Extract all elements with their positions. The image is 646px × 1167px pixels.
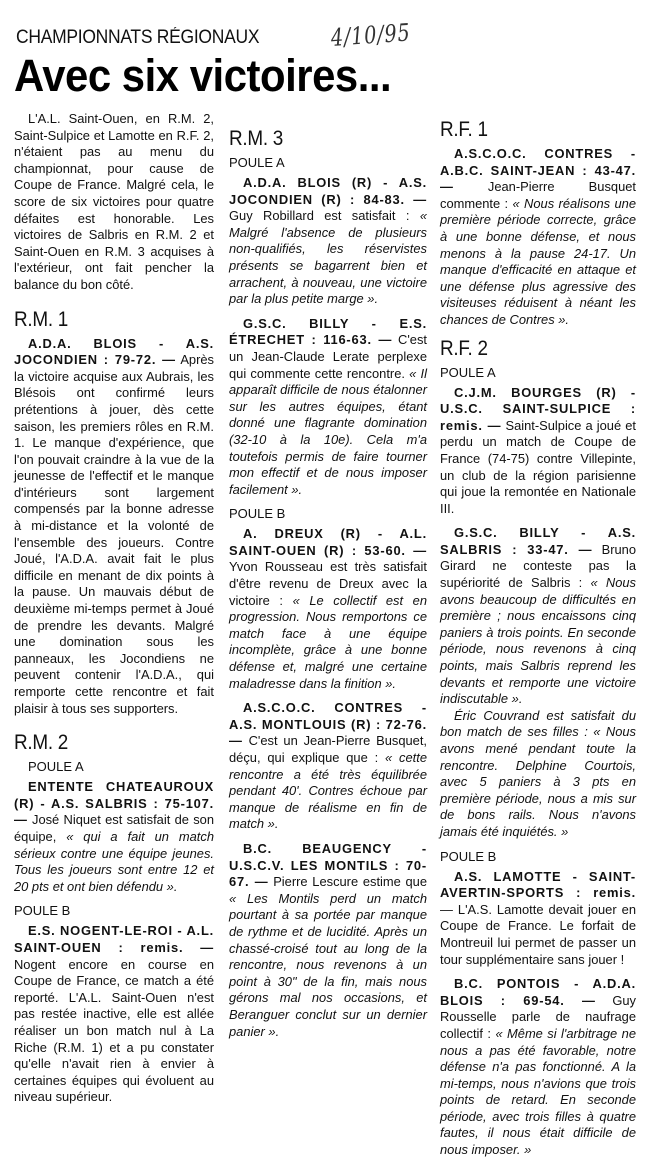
match-quote: « Les Montils perd un match pourtant à sa portée par manque de rythme et de lucidité. Après un chassé-croisé tout au long de la rencontre, nous revenons à un point à 30" de la fin, mais nous gérons mal nos occasions, et Beranguer conclut sur un dernier panier ». (229, 890, 427, 1039)
match-teams-score: C.J.M. BOURGES (R) - U.S.C. SAINT-SULPICE : remis. — (440, 384, 636, 433)
match-text: José Niquet est satisfait de son équipe, (14, 812, 214, 844)
match-teams-score: A.D.A. BLOIS - A.S. JOCONDIEN : 79-72. — (14, 335, 214, 368)
match-report (229, 316, 427, 499)
match-teams-score: A.S. LAMOTTE - SAINT-AVERTIN-SPORTS : remis. (440, 868, 636, 901)
match-text: Jean-Pierre Busquet commente : (440, 179, 636, 211)
match-report (440, 525, 636, 708)
match-teams-score: G.S.C. BILLY - E.S. ÉTRECHET : 116-63. — (229, 315, 427, 348)
poule-label: POULE A (229, 155, 285, 170)
section-title-rm3: R.M. 3 (229, 127, 284, 150)
section-title-rf1: R.F. 1 (440, 118, 488, 141)
match-quote: « Le collectif est en progression. Nous remportons ce match face à une équipe incomplète, grâce à une bonne défense et, malgré une certaine maladresse dans la finition ». (229, 592, 428, 691)
match-report (229, 526, 427, 692)
section-title-rm2: R.M. 2 (14, 731, 69, 755)
match-report (440, 869, 636, 969)
handwritten-date: 4/10/95 (330, 18, 412, 52)
match-report (229, 700, 427, 833)
headline: Avec six victoires... (14, 50, 392, 101)
section-title-rf2: R.F. 2 (440, 336, 488, 360)
match-text: Yvon Rousseau est très satisfait d'être revenu de Dreux avec la victoire : (229, 559, 427, 608)
match-report (14, 923, 214, 1106)
column-1 (14, 111, 214, 1114)
match-teams-score: G.S.C. BILLY - A.S. SALBRIS : 33-47. — (440, 525, 636, 557)
match-teams-score: E.S. NOGENT-LE-ROI - A.L. SAINT-OUEN : remis. — (14, 923, 214, 955)
match-teams-score: A.S.C.O.C. CONTRES - A.B.C. SAINT-JEAN : 43-47. — (440, 146, 636, 195)
match-quote-second: Éric Couvrand est satisfait du bon match de ses filles : « Nous avons mené pendant toute la rencontre. Delphine Courtois, avec 5 paniers à 3 pts en première période, nous a mis sur de bons rails. Nous n'avons jamais été inquiétés. » (440, 707, 636, 839)
match-quote: « Même si l'arbitrage ne nous a pas été favorable, notre défense n'a pas fonctionné. A la mi-temps, nous n'avions que trois points de retard. En seconde période, avec trois filles à quatre fautes, il nous était difficile de nous imposer. » (440, 1025, 636, 1158)
match-quote: « Nous réalisons une première période correcte, grâce à une bonne défense, et nous menons à la pause 24-17. Un manque d'efficacité en attaque et une défense plus agressive des visiteuses réduisent à néant les chances de Contres ». (440, 195, 636, 327)
match-teams-score: B.C. BEAUGENCY - U.S.C.V. LES MONTILS : 70-67. — (229, 840, 427, 890)
match-text: C'est un Jean-Pierre Busquet, déçu, qui explique que : (229, 733, 427, 765)
match-text: Après la victoire acquise aux Aubrais, les Blésois ont confirmé leurs prétentions à jouer, dès cette saison, les premiers rôles en R.M. 1. Le manque d'expérience, que l'on pouvait craindre à la vue de la jeunesse de l'effectif et le manque d'intérieurs sont largement compensés par la bonne adresse à mi-distance et la volonté de l'ensemble des joueurs. Contre Joué, l'A.D.A. avait fait le plus difficile en menant de dix points à la pause. Un mauvais début de deuxième mi-temps permet à Joué de prendre les devants. Malgré une domination sous les panneaux, les Jocondiens ne peuvent contenir l'A.D.A., qui remporte cette rencontre et fait plaisir à tous ses supporters. (14, 352, 215, 716)
match-report (14, 336, 214, 718)
match-text: — L'A.S. Lamotte devait jouer en Coupe de France. Le forfait de Montreuil lui permet de passer un tour supplémentaire sans jouer ! (440, 901, 636, 967)
match-text: Guy Rousselle parle de naufrage collectif : (440, 992, 636, 1041)
match-report (440, 385, 636, 518)
poule-label: POULE B (229, 506, 286, 522)
match-report (229, 841, 427, 1040)
match-teams-score: A.S.C.O.C. CONTRES - A.S. MONTLOUIS (R) : 72-76. — (229, 700, 427, 749)
section-kicker: CHAMPIONNATS RÉGIONAUX (16, 27, 260, 48)
match-quote: « cette rencontre a été très équilibrée pendant 40'. Contres échoue par manque de réalisme en fin de match ». (229, 750, 427, 832)
match-text: Nogent encore en course en Coupe de France, ce match a été reporté. L'A.L. Saint-Ouen n'est pas restée inactive, elle est allée réaliser un bon match nul à La Riche (R.M. 1) et a pu constater qu'elle n'avait rien à envier à certaines équipes qui évoluent au niveau supérieur. (14, 956, 214, 1105)
column-2 (229, 127, 427, 1048)
match-text: Saint-Sulpice a joué et perdu un match de Coupe de France (74-75) contre Villepinte, un club de la région parisienne qui joue la remontée en Nationale III. (440, 417, 636, 516)
column-3 (440, 118, 636, 1167)
match-teams-score: ENTENTE CHATEAUROUX (R) - A.S. SALBRIS : 75-107. — (14, 779, 214, 828)
match-teams-score: A. DREUX (R) - A.L. SAINT-OUEN (R) : 53-60. — (229, 526, 427, 558)
match-quote: « Il apparaît difficile de nous étalonner sur les autres équipes, étant donné une flagrante domination (32-10 à la 10e). Cela m'a toutefois permis de faire tourner mon effectif et de nous imposer facilement ». (229, 365, 427, 497)
section-title-rm1: R.M. 1 (14, 307, 69, 331)
poule-label: POULE B (14, 903, 71, 919)
match-quote: « Nous avons beaucoup de difficultés en première ; nous encaissons cinq paniers à trois points. En seconde période, nous revenons à cinq points, mais Salbris reprend les devants et remporte une victoire indiscutable ». (440, 575, 636, 707)
match-report (14, 779, 214, 895)
match-report (229, 175, 427, 308)
match-text: Pierre Lescure estime que (268, 874, 427, 890)
match-quote: « qui a fait un match sérieux contre une équipe jeunes. Tous les joueurs sont entre 12 et 20 pts et ont bien défendu ». (14, 828, 214, 894)
match-quote: « Malgré l'absence de plusieurs non-qualifiés, les réservistes présents se bagarrent bien et arrachent, à nouveau, une victoire par la plus petite marge ». (229, 208, 427, 307)
match-text: Bruno Girard ne conteste pas la supériorité de Salbris : (440, 541, 636, 591)
match-text: Guy Robillard est satisfait : (229, 208, 420, 224)
match-report (440, 146, 636, 329)
match-teams-score: B.C. PONTOIS - A.D.A. BLOIS : 69-54. — (440, 976, 636, 1008)
poule-label: POULE A (28, 759, 84, 775)
intro-paragraph: L'A.L. Saint-Ouen, en R.M. 2, Saint-Sulpice et Lamotte en R.F. 2, n'étaient pas au menu du championnat, pour cause de Coupe de France. Malgré cela, le score de six victoires pour quatre défaites est honorable. Les victoires de Salbris en R.M. 2 et Saint-Ouen en R.M. 3 acquises à l'extérieur, ont fait pencher la balance du bon côté. (14, 111, 214, 292)
match-report (440, 976, 636, 1159)
poule-label: POULE A (440, 364, 496, 380)
match-text: C'est un Jean-Claude Lerate perplexe qui commente cette rencontre. (229, 332, 427, 381)
poule-label: POULE B (440, 848, 497, 864)
match-teams-score: A.D.A. BLOIS (R) - A.S. JOCONDIEN (R) : 84-83. — (229, 175, 427, 207)
